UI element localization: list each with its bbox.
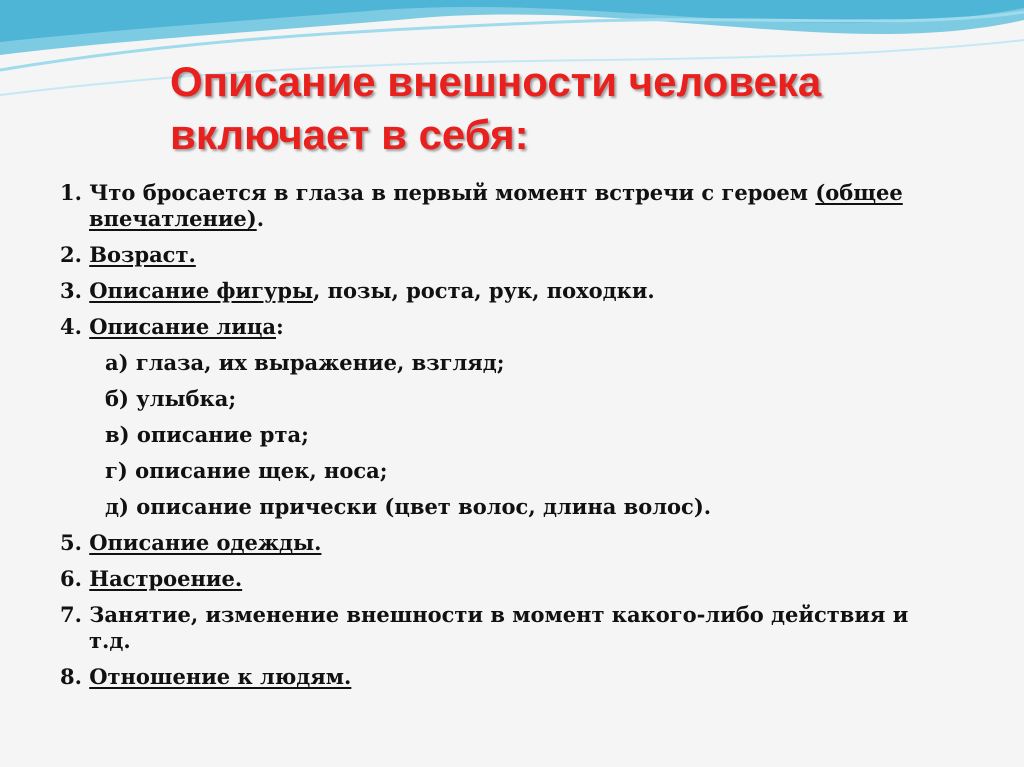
list-underlined-text: Отношение к людям. — [89, 664, 352, 689]
list-text: : — [276, 314, 284, 339]
list-item-1-continuation — [60, 206, 1018, 232]
title-line-1: Описание внешности человека — [170, 58, 822, 105]
sub-item-e: д) описание прически (цвет волос, длина волос). — [105, 494, 712, 519]
sub-item-d: г) описание щек, носа; — [105, 458, 388, 483]
list-item-3 — [60, 278, 1018, 304]
list-number: 8. — [60, 664, 90, 689]
list-underlined-text: Описание фигуры — [89, 278, 314, 303]
list-item-7-continuation: т.д. — [89, 628, 131, 653]
list-item-4 — [60, 314, 1018, 340]
list-item-1 — [60, 180, 1018, 232]
sub-item-a: а) глаза, их выражение, взгляд; — [105, 350, 505, 375]
list-item-2 — [60, 242, 1018, 268]
list-underlined-text: впечатление) — [89, 206, 257, 231]
list-text: . — [256, 206, 265, 231]
list-number: 5. — [60, 530, 90, 555]
list-item-7 — [60, 602, 1018, 654]
list-item-6 — [60, 566, 1018, 592]
list-number: 6. — [60, 566, 90, 591]
list-underlined-text: Описание лица — [89, 314, 276, 339]
list-underlined-text: Описание одежды. — [89, 530, 322, 555]
title-line-2: включает в себя: — [170, 111, 529, 158]
list-underlined-text: Возраст. — [89, 242, 196, 267]
slide-title — [170, 55, 1010, 161]
list-text: , позы, роста, рук, походки. — [313, 278, 655, 303]
list-underlined-text: (общее — [815, 180, 903, 205]
list-underlined-text: Настроение. — [89, 566, 243, 591]
list-number: 2. — [60, 242, 90, 267]
list-text: 1. Что бросается в глаза в первый момент встречи с героем — [60, 180, 816, 205]
sub-item-c: в) описание рта; — [105, 422, 309, 447]
sub-item-b: б) улыбка; — [105, 386, 237, 411]
list-item-8 — [60, 664, 1018, 690]
list-number: 3. — [60, 278, 90, 303]
list-item-5 — [60, 530, 1018, 556]
description-list — [60, 180, 1018, 700]
list-number: 4. — [60, 314, 90, 339]
list-text: 7. Занятие, изменение внешности в момент какого-либо действия и — [60, 602, 909, 627]
